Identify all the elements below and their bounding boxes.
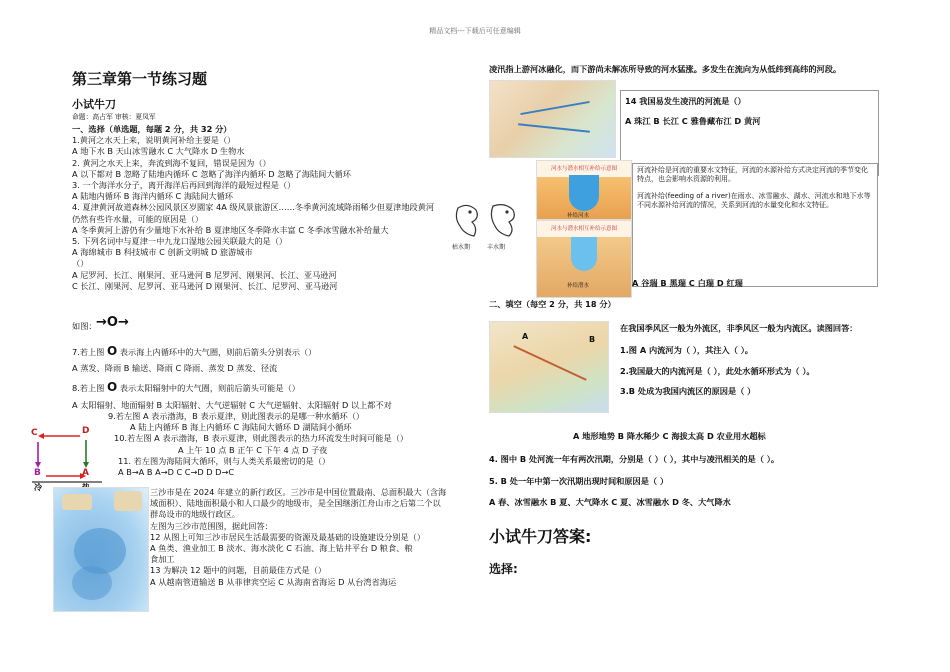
ice-flood-definition: 凌汛指上游河冰融化，而下游尚未解冻所导致的河水猛涨。多发生在流向为从低纬到高纬的河段。 bbox=[489, 64, 842, 74]
fish-caption: 丰水期 bbox=[487, 244, 506, 251]
circle-glyph: O bbox=[106, 344, 118, 358]
diagram-title: 河水与潜水相互补给示意图 bbox=[550, 166, 617, 172]
question-line: （） bbox=[72, 258, 89, 269]
map-point-a: A bbox=[522, 332, 529, 341]
question-line: 左图为三沙市范围图，据此回答： bbox=[150, 520, 273, 531]
fish-icon-wet-season bbox=[487, 200, 521, 256]
question-line: 9.若左图 A 表示渤海，B 表示夏津，则此图表示的是哪一种水循环（） bbox=[108, 411, 365, 421]
question-14-options: A 珠江 B 长江 C 雅鲁藏布江 D 黄河 bbox=[625, 116, 761, 126]
point-b-label: B bbox=[34, 468, 41, 478]
question-line: 10.若左图 A 表示渤海，B 表示夏津，则此图表示的热力环流发生时间可能是（） bbox=[114, 433, 409, 444]
thermal-circulation-diagram bbox=[28, 424, 106, 492]
question-line: A 地下水 B 天山冰雪融水 C 大气降水 D 生物水 bbox=[72, 146, 245, 157]
question-line: 2. 黄河之水天上来，奔流到海不复回，错误是因为（） bbox=[72, 157, 271, 168]
fill-intro: 在我国季风区一般为外流区，非季风区一般为内流区。读图回答： bbox=[620, 323, 858, 333]
fill-question-4: 4. 图中 B 处河流一年有两次汛期，分别是（ ）（ ），其中与凌汛相关的是（ ）。 bbox=[489, 454, 780, 464]
question-line: 仍然有些许水量，可能的原因是（） bbox=[72, 213, 204, 224]
question-line: 1.黄河之水天上来，说明黄河补给主要是（） bbox=[72, 135, 236, 146]
question-text: 表示海上内循环中的大气圈，则前后箭头分别表示（） bbox=[119, 347, 317, 357]
fill-in-section-title: 二、填空（每空 2 分，共 18 分） bbox=[489, 299, 616, 309]
question-line: 群岛设市的地级行政区。 bbox=[150, 509, 241, 520]
page-title: 第三章第一节练习题 bbox=[72, 70, 208, 88]
diagram-caption: 补给潜水 bbox=[567, 283, 590, 289]
question-text: 8.若上图 bbox=[72, 383, 105, 393]
recharge-paragraph: 河流补给(feeding of a river)在雨水、冰雪融水、湖水、河流水和地下水等不同水源补给河流的情况，关系到河流的水量变化和水文特征。 bbox=[637, 192, 871, 209]
question-line: A 尼罗河、长江、刚果河、亚马逊河 B 尼罗河、刚果河、长江、亚马逊河 bbox=[72, 269, 337, 280]
question-line: A 陆上内循环 B 海上内循环 C 海陆间大循环 D 湖陆间小循环 bbox=[130, 422, 352, 433]
fill-question-5: 5. B 处一年中第一次汛期出现时间和原因是（ ） bbox=[489, 476, 669, 486]
fish-icon-dry-season bbox=[452, 200, 484, 256]
question-line: 三沙市是在 2024 年建立的新行政区。三沙市是中国位置最南、总面积最大（含海 bbox=[150, 487, 447, 497]
river-recharge-diagram-2 bbox=[536, 220, 632, 298]
point-d-label: D bbox=[82, 426, 90, 436]
question-line: A 冬季黄河上游仍有少量地下水补给 B 夏津地区冬季降水丰富 C 冬季冰雪融水补给量大 bbox=[72, 224, 389, 235]
question-line: A 鱼类、渔业加工 B 淡水、海水淡化 C 石油、海上钻井平台 D 粮食、粮 bbox=[150, 543, 413, 554]
figure-label: 如图： bbox=[72, 321, 97, 331]
question-line: 13 为解决 12 题中的问题，目前最佳方式是（） bbox=[150, 565, 327, 576]
point-a-label: A bbox=[82, 468, 89, 478]
diagram-title: 河水与潜水相互补给示意图 bbox=[550, 226, 617, 232]
author-meta: 命题：高占军 审核：夏凤军 bbox=[72, 113, 156, 121]
question-line: A 以下都对 B 忽略了陆地内循环 C 忽略了海洋内循环 D 忽略了海陆间大循环 bbox=[72, 168, 351, 179]
map-point-b: B bbox=[589, 335, 596, 344]
fill-question-3: 3.B 处成为我国内流区的原因是（ ） bbox=[620, 386, 756, 396]
page-header: 精品文档---下载后可任意编辑 bbox=[429, 27, 521, 35]
question-line: A 陆地内循环 B 海洋内循环 C 海陆间大循环 bbox=[72, 191, 233, 202]
question-line: 11. 若左图为海陆间大循环，则与人类关系最密切的是（） bbox=[118, 455, 331, 466]
recharge-paragraph: 河流补给是河流的重要水文特征，河流的水源补给方式决定河流的季节变化特点，也会影响水资源的利用。 bbox=[637, 166, 868, 183]
fish-caption: 枯水期 bbox=[452, 244, 471, 251]
sansha-questions bbox=[150, 487, 446, 588]
fill-question-2: 2.我国最大的内流河是（ ），此处水循环形式为（ ）。 bbox=[620, 366, 815, 376]
answers-heading: 小试牛刀答案: bbox=[489, 527, 592, 546]
question-15-options: A 谷瑞 B 黑瑞 C 白瑞 D 红瑞 bbox=[632, 278, 743, 288]
china-drainage-map bbox=[489, 321, 609, 413]
river-recharge-text-box bbox=[632, 163, 878, 287]
question-8-options: A 太阳辐射、地面辐射 B 太阳辐射、大气逆辐射 C 大气逆辐射、太阳辐射 D 以上都不对 bbox=[72, 400, 392, 410]
choice-answers-label: 选择: bbox=[489, 562, 518, 576]
fill-question-1: 1.图 A 内流河为（ ），其注入（ ）。 bbox=[620, 345, 753, 355]
river-recharge-diagram-1 bbox=[536, 160, 632, 220]
question-7 bbox=[72, 346, 316, 358]
section-subtitle: 小试牛刀 bbox=[72, 98, 116, 111]
question-7-options: A 蒸发、降雨 B 输送、降雨 C 降雨、蒸发 D 蒸发、径流 bbox=[72, 363, 278, 373]
fill-question-3-options: A 地形地势 B 降水稀少 C 海拔太高 D 农业用水超标 bbox=[573, 431, 766, 441]
point-c-label: C bbox=[31, 428, 38, 438]
question-line: 食加工 bbox=[150, 554, 175, 565]
question-text: 7.若上图 bbox=[72, 347, 105, 357]
question-text: 表示太阳辐射中的大气圈，则前后箭头可能是（） bbox=[119, 383, 300, 393]
sansha-map-image bbox=[53, 487, 149, 612]
china-river-map bbox=[489, 80, 616, 158]
question-8 bbox=[72, 382, 300, 394]
diagram-caption: 补给河水 bbox=[567, 213, 590, 219]
question-line: A 上午 10 点 B 正午 C 下午 4 点 D 子夜 bbox=[178, 444, 328, 455]
question-line: 域面积）、陆地面积最小和人口最少的地级市，是全国继浙江舟山市之后第二个以 bbox=[150, 498, 441, 509]
question-line: 一、选择（单选题，每题 2 分，共 32 分） bbox=[72, 124, 232, 134]
question-line: A 海绵城市 B 科技城市 C 创新文明城 D 旅游城市 bbox=[72, 247, 253, 258]
circulation-figure: →O→ bbox=[96, 315, 129, 330]
circle-glyph: O bbox=[106, 380, 118, 394]
question-line: A B→A B A→D C C→D D D→C bbox=[118, 467, 235, 478]
questions-9-11 bbox=[108, 411, 408, 478]
question-line: 4. 夏津黄河故道森林公园风景区岁園家 4A 级风景旅游区……冬季黄河流域降雨稀少但夏津地段黄河 bbox=[72, 202, 435, 213]
question-line: 3. 一个海洋水分子，离开海洋后再回到海洋的最短过程是（） bbox=[72, 180, 296, 191]
cold-label: 冷 bbox=[34, 483, 42, 492]
question-line: C 长江、刚果河、尼罗河、亚马逊河 D 刚果河、长江、尼罗河、亚马逊河 bbox=[72, 280, 338, 291]
question-line: A 从越南管道输送 B 从菲律宾空运 C 从海南省海运 D 从台湾省海运 bbox=[150, 576, 397, 587]
question-line: 5. 下列名词中与夏津一中九龙口湿地公园关联最大的是（） bbox=[72, 236, 288, 247]
fill-question-5-options: A 春、冰雪融水 B 夏、大气降水 C 夏、冰雪融水 D 冬、大气降水 bbox=[489, 497, 731, 507]
question-line: 12 从图上可知三沙市居民生活最需要的资源及最基础的设施建设分别是（） bbox=[150, 531, 426, 542]
questions-1-6 bbox=[72, 124, 434, 292]
question-14: 14 我国易发生凌汛的河流是（） bbox=[625, 96, 746, 106]
